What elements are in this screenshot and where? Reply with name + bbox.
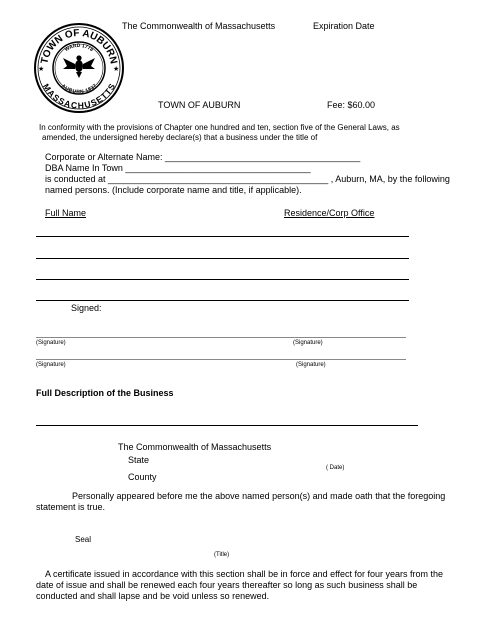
header-commonwealth: The Commonwealth of Massachusetts [122,21,276,31]
seal-inner-bottom-text: AUBURN 1837 [60,83,98,96]
notary-commonwealth: The Commonwealth of Massachusetts [118,442,272,452]
footer-line-2: date of issue and shall be renewed each four years thereafter so long as such business shall be [36,580,418,590]
signed-label: Signed: [71,303,102,313]
signature-label-3: (Signature) [36,362,66,368]
dba-name-field[interactable]: DBA Name In Town _____________________________________ [45,163,311,173]
svg-text:★: ★ [38,66,45,73]
fee-label: Fee: $60.00 [327,100,376,110]
name-entry-line-2[interactable] [36,258,409,259]
seal-bottom-text: MASSACHUSETTS [40,81,118,111]
corporate-name-field[interactable]: Corporate or Alternate Name: _______________________________________ [45,152,361,162]
conducted-at-field[interactable]: is conducted at ____________________________________________ , Auburn, MA, by the following [45,174,450,184]
signature-label-4: (Signature) [296,362,326,368]
footer-line-3: conducted and shall lapse and be void unless so renewed. [36,591,270,601]
seal-top-text: TOWN OF AUBURN [39,27,119,65]
description-heading: Full Description of the Business [36,388,174,398]
title-label: (Title) [214,552,230,558]
full-name-column-header: Full Name [45,208,87,218]
notary-state: State [128,455,150,465]
signature-line-2[interactable] [36,359,406,360]
residence-column-header: Residence/Corp Office [284,208,375,218]
intro-line-1: In conformity with the provisions of Chapter one hundred and ten, section five of the General Laws, as [39,123,400,132]
description-entry-line[interactable] [36,425,418,426]
appeared-line-2: statement is true. [36,502,106,512]
appeared-line-1: Personally appeared before me the above named person(s) and made oath that the foregoing [72,491,446,501]
signature-label-1: (Signature) [36,340,66,346]
svg-text:★: ★ [113,66,120,73]
name-entry-line-3[interactable] [36,279,409,280]
name-entry-line-4[interactable] [36,300,409,301]
seal-inner-top-text: WARD 1778 [63,42,95,54]
footer-line-1: A certificate issued in accordance with this section shall be in force and effect for four years from the [45,569,444,579]
notary-county: County [128,472,157,482]
seal-label: Seal [75,535,92,544]
signature-line-1[interactable] [36,337,406,338]
named-persons-text: named persons. (Include corporate name and title, if applicable). [45,185,302,195]
town-seal-logo [33,22,125,114]
svg-text:AUBURN 1837 [60,83,98,95]
town-of-auburn: TOWN OF AUBURN [158,100,241,110]
notary-date-label: ( Date) [326,465,345,471]
signature-label-2: (Signature) [293,340,323,346]
name-entry-line-1[interactable] [36,236,409,237]
expiration-date-label: Expiration Date [313,21,375,31]
intro-line-2: amended, the undersigned hereby declare(s) that a business under the title of [42,133,318,142]
svg-text:MASSACHUSETTS [41,82,117,111]
